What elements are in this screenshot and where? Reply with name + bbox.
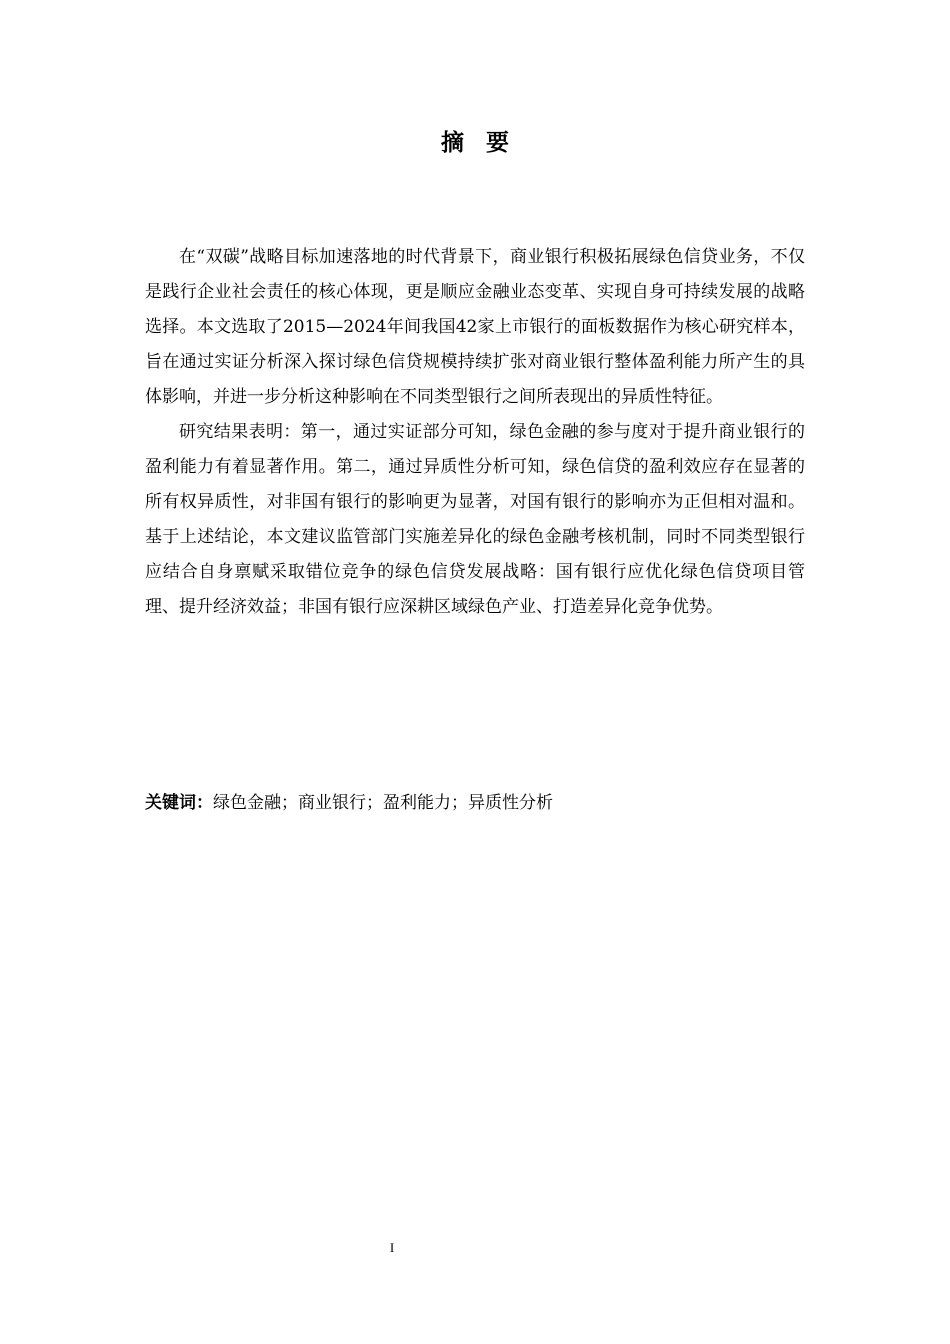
title-char-1: 摘 [441, 130, 464, 156]
abstract-paragraph-2: 研究结果表明：第一，通过实证部分可知，绿色金融的参与度对于提升商业银行的盈利能力有着显著作用。第二，通过异质性分析可知，绿色信贷的盈利效应存在显著的所有权异质性，对非国有银行的影响更为显著，对国有银行的影响亦为正但相对温和。基于上述结论，本文建议监管部门实施差异化的绿色金融考核机制，同时不同类型银行应结合自身禀赋采取错位竞争的绿色信贷发展战略：国有银行应优化绿色信贷项目管理、提升经济效益；非国有银行应深耕区域绿色产业、打造差异化竞争优势。 [145, 422, 805, 617]
keywords-text: 绿色金融；商业银行；盈利能力；异质性分析 [213, 793, 553, 813]
abstract-body [145, 240, 805, 625]
abstract-title [0, 124, 950, 157]
keywords-line [145, 786, 805, 821]
title-char-2: 要 [486, 130, 509, 156]
page-number: I [389, 1240, 395, 1255]
keywords-label: 关键词： [145, 793, 213, 813]
abstract-paragraph-1: 在“双碳”战略目标加速落地的时代背景下，商业银行积极拓展绿色信贷业务，不仅是践行企业社会责任的核心体现，更是顺应金融业态变革、实现自身可持续发展的战略选择。本文选取了2015—2024年间我国42家上市银行的面板数据作为核心研究样本，旨在通过实证分析深入探讨绿色信贷规模持续扩张对商业银行整体盈利能力所产生的具体影响，并进一步分析这种影响在不同类型银行之间所表现出的异质性特征。 [145, 247, 805, 407]
